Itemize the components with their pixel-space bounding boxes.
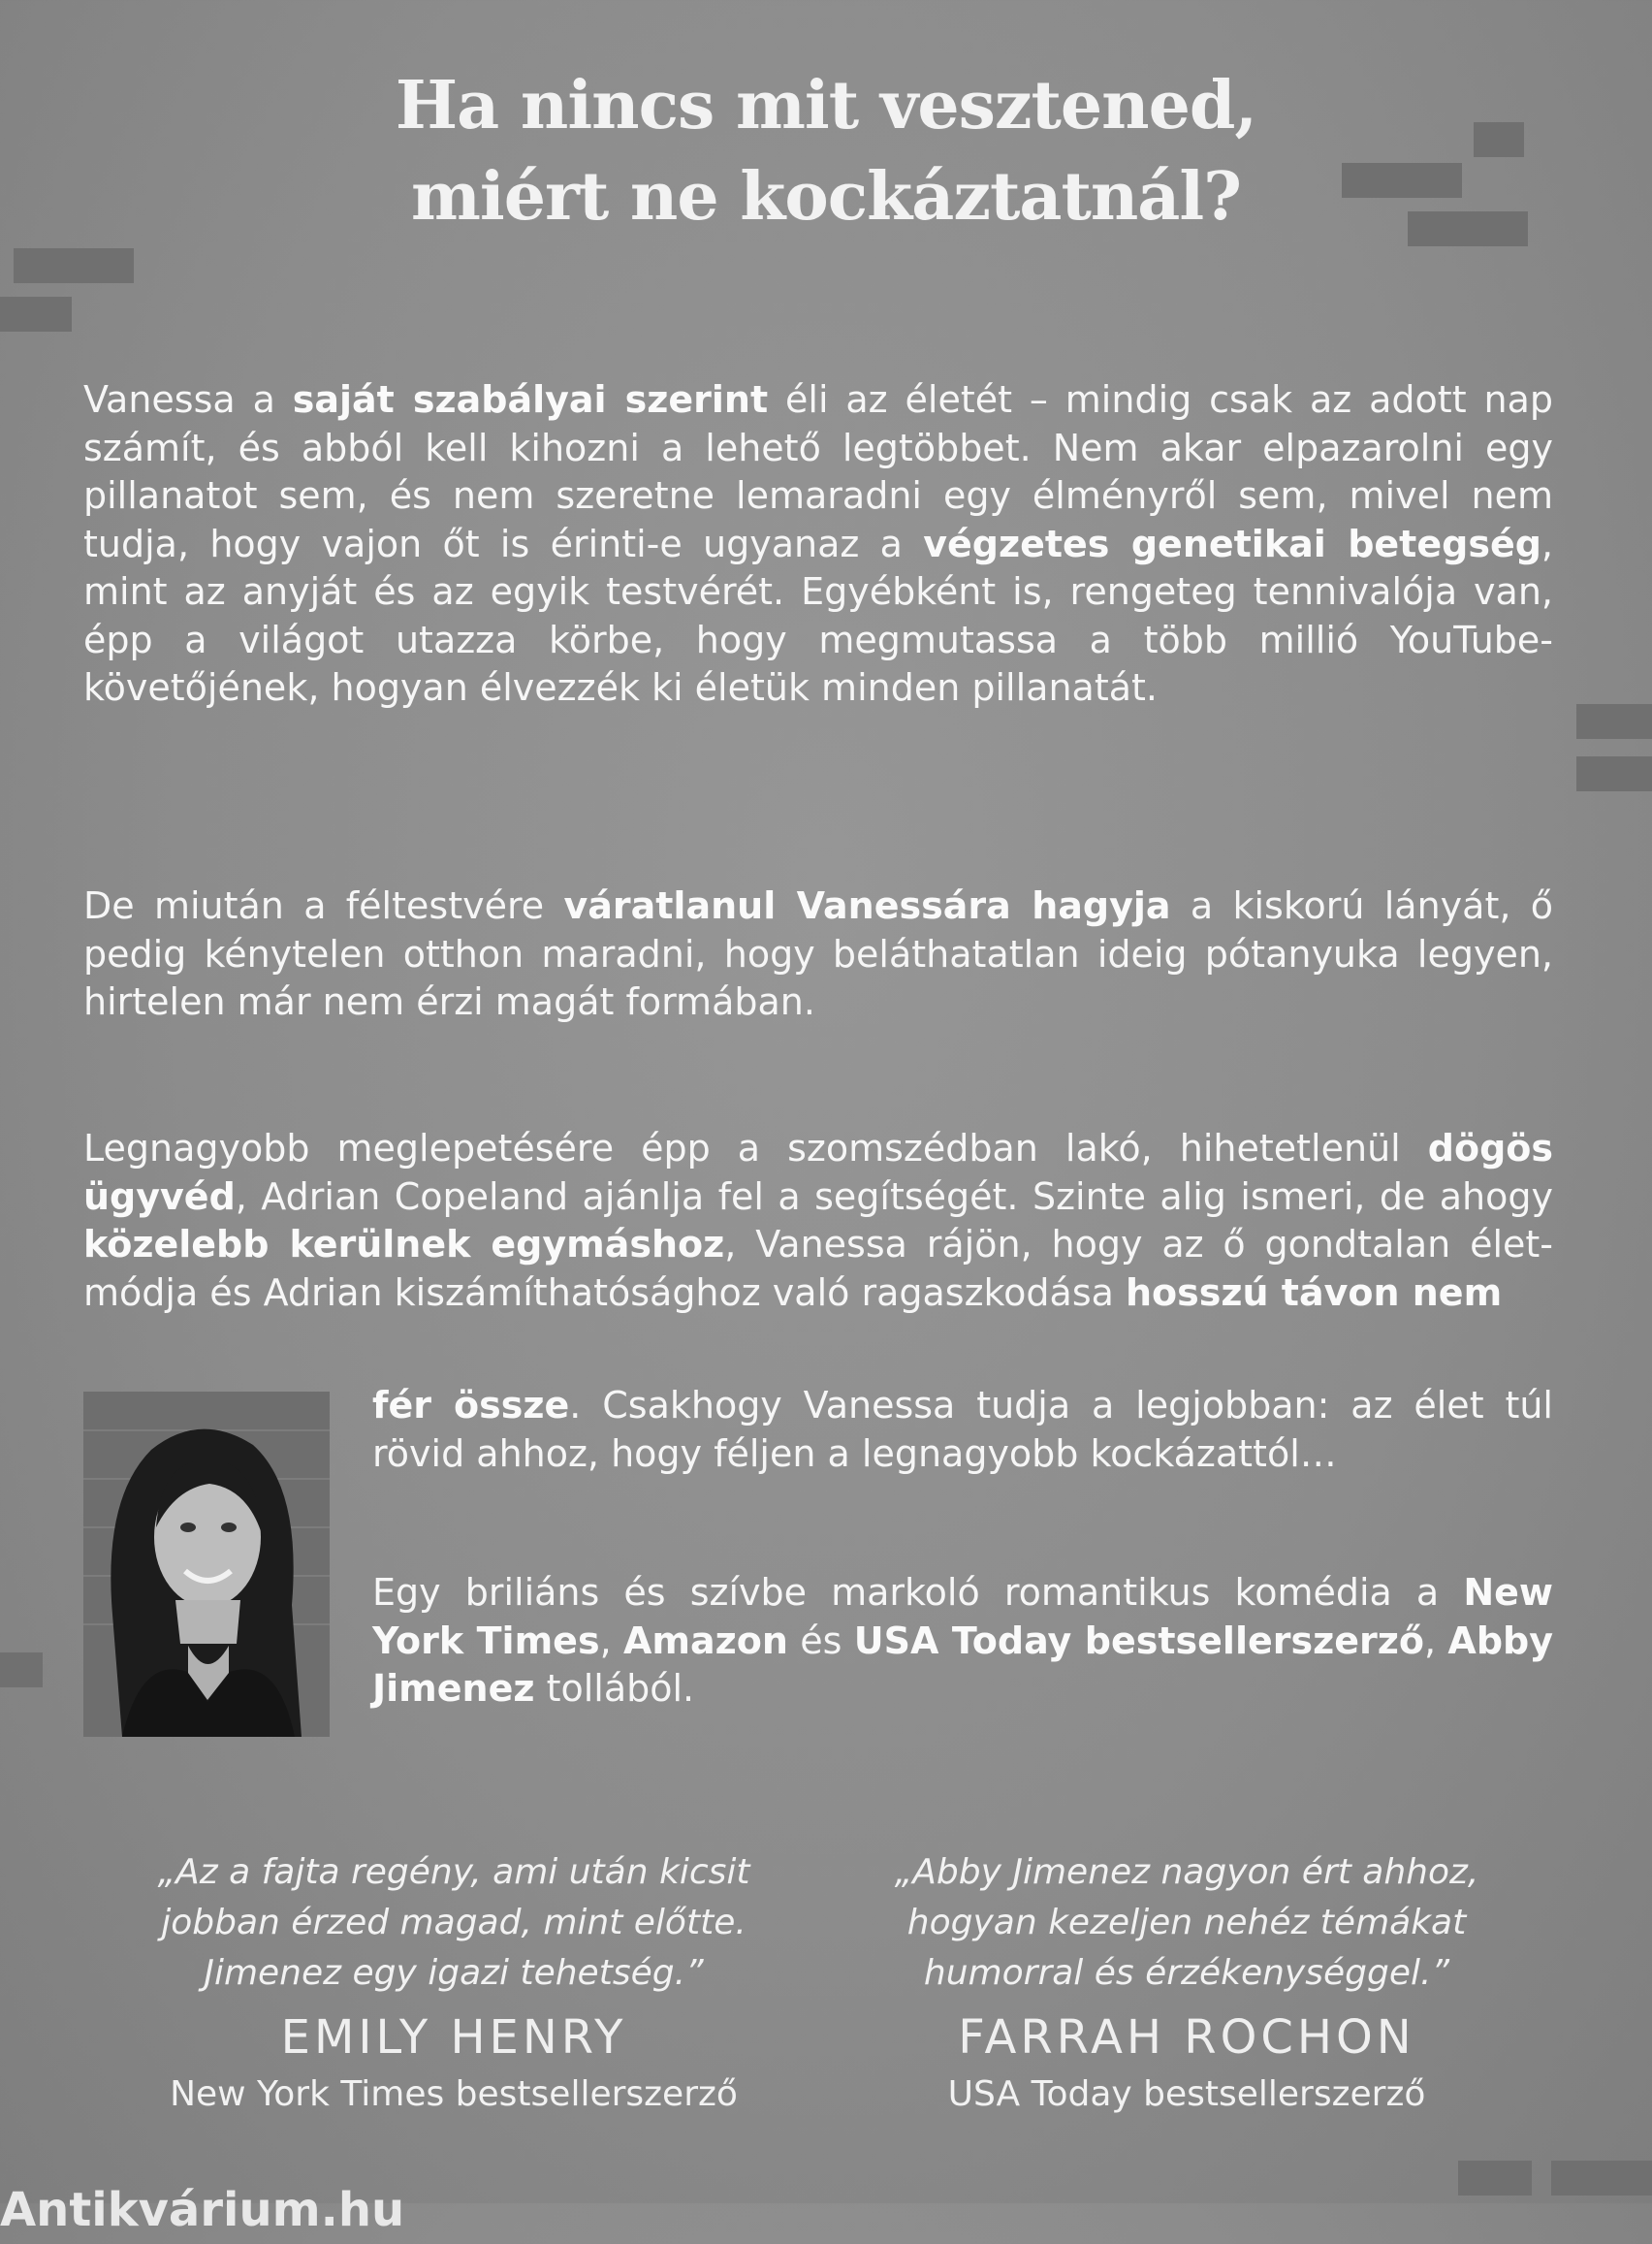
blurb-paragraph-3-continued [372, 1382, 1553, 1478]
text-run: a kiskorú lányát, ő pedig kénytelen otthon maradni, hogy beláthatatlan ideig pótanyuka legyen, hirtelen már nem érzi magát formában. [83, 884, 1553, 1023]
blurb-paragraph-1 [83, 376, 1553, 713]
text-run: . Csakhogy Vanessa tudja a legjobban: az élet túl rövid ahhoz, hogy féljen a legnagyobb kockázattól… [372, 1384, 1553, 1475]
text-run: De miután a féltestvére [83, 884, 564, 927]
bold-text-run: hosszú távon nem [1125, 1270, 1503, 1314]
bold-text-run: váratlanul Vanessára hagyja [563, 884, 1171, 927]
title-line-2: miért ne kockáztatnál? [410, 158, 1242, 236]
testimonial-left [153, 1847, 754, 2114]
testimonial-author: EMILY HENRY [280, 2010, 627, 2065]
bold-text-run: dögös ügyvéd [83, 1127, 1553, 1218]
text-run: éli az életét – mindig csak az adott nap számít, és abból kell kihozni a lehető legtöbbet. Nem akar elpazarolni egy pillanatot sem, és nem szeretne lemaradni egy élményről sem, mivel nem tudja, hogy vajon őt is érinti-e ugyanaz a [83, 378, 1553, 565]
text-run: Legnagyobb meglepetésére épp a szomszédban lakó, hihetetlenül [83, 1127, 1428, 1170]
decor-block [0, 1652, 43, 1687]
blurb-paragraph-3 [83, 1125, 1553, 1317]
bold-text-run: közelebb kerülnek egymáshoz [83, 1223, 725, 1266]
title-line-1: Ha nincs mit vesztened, [395, 67, 1257, 144]
bold-text-run: Amazon [622, 1619, 788, 1662]
testimonial-text: „Az a fajta regény, ami után kicsit jobban érzed magad, mint előtte. Jimenez egy igazi tehetség.” [157, 1852, 750, 1993]
text-run: tollából. [534, 1667, 695, 1710]
text-run: , [599, 1619, 623, 1662]
text-run: Vanessa a [83, 378, 293, 421]
bold-text-run: New York Times [372, 1571, 1553, 1662]
blurb-paragraph-4 [372, 1569, 1553, 1714]
bold-text-run: fér össze [372, 1384, 570, 1427]
decor-block [1458, 2161, 1532, 2196]
testimonial-text: „Abby Jimenez nagyon ért ahhoz, hogyan kezeljen nehéz témákat humorral és érzékenységgel.” [894, 1852, 1479, 1993]
page-title [0, 60, 1652, 242]
text-run: Egy briliáns és szívbe markoló romantikus komédia a [372, 1571, 1464, 1614]
decor-block [1551, 2161, 1652, 2196]
decor-block [1576, 704, 1652, 739]
testimonial-author: FARRAH ROCHON [958, 2010, 1415, 2065]
blurb-paragraph-2 [83, 882, 1553, 1027]
bold-text-run: Abby Jimenez [372, 1619, 1553, 1710]
decor-block [14, 248, 134, 283]
testimonial-author-role: USA Today bestsellerszerző [947, 2074, 1426, 2114]
text-run: , Vanessa rájön, hogy az ő gondtalan élet-módja és Adrian kiszámíthatósághoz való ragaszkodása [83, 1223, 1553, 1314]
watermark: Antikvárium.hu [0, 2183, 405, 2237]
bold-text-run: saját szabályai szerint [292, 378, 769, 421]
testimonial-right [886, 1847, 1487, 2114]
text-run: , mint az anyját és az egyik testvérét. Egyébként is, rengeteg tennivalója van, épp a világot utazza körbe, hogy megmutassa a több millió YouTube-követőjének, hogyan élvezzék ki életük minden pillanatát. [83, 522, 1554, 709]
decor-block [1576, 756, 1652, 791]
testimonial-author-role: New York Times bestsellerszerző [170, 2074, 738, 2114]
author-photo [83, 1392, 330, 1737]
decor-block [0, 297, 72, 332]
text-run: , [1423, 1619, 1448, 1662]
text-run: , Adrian Copeland ajánlja fel a segítségét. Szinte alig ismeri, de ahogy [235, 1174, 1553, 1218]
text-run: és [787, 1619, 854, 1662]
bold-text-run: végzetes genetikai betegség [923, 522, 1541, 565]
bold-text-run: USA Today bestsellerszerző [853, 1619, 1424, 1662]
